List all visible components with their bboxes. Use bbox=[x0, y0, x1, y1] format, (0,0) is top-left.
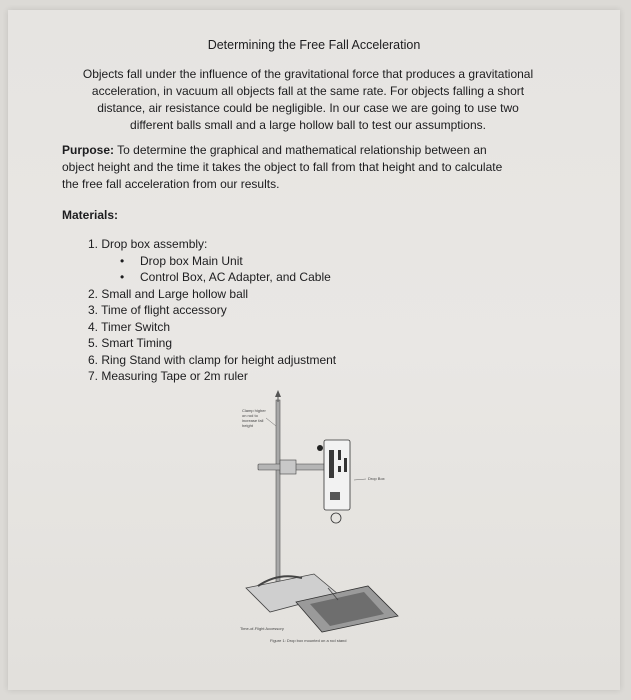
list-subitem-label: Control Box, AC Adapter, and Cable bbox=[140, 270, 331, 284]
stand-rod bbox=[276, 400, 280, 600]
purpose-text: To determine the graphical and mathematical relationship between an bbox=[114, 143, 487, 157]
intro-line: different balls small and a large hollow ball to test our assumptions. bbox=[130, 118, 486, 132]
purpose-label: Purpose: bbox=[62, 143, 115, 157]
list-item: 6. Ring Stand with clamp for height adjustment bbox=[88, 352, 337, 367]
drop-box-switch bbox=[338, 450, 341, 460]
intro-line: acceleration, in vacuum all objects fall at the same rate. For objects falling a short bbox=[91, 84, 525, 98]
purpose-line bbox=[62, 142, 552, 159]
list-subitem bbox=[88, 253, 336, 270]
clamp-note-line: height bbox=[242, 423, 253, 428]
leader-line bbox=[354, 479, 366, 480]
ball bbox=[317, 445, 323, 451]
document-page bbox=[8, 10, 620, 690]
clamp-note-line: increase fall bbox=[242, 418, 264, 423]
drop-box-slot bbox=[329, 450, 334, 478]
clamp-note-line: on rod to bbox=[242, 413, 258, 418]
materials-list bbox=[88, 236, 336, 385]
drop-box-latch bbox=[330, 492, 340, 500]
leader-line bbox=[266, 418, 276, 426]
drop-box-figure bbox=[218, 388, 458, 648]
clamp-note-line: Clamp higher bbox=[242, 408, 266, 413]
materials-heading: Materials: bbox=[62, 208, 119, 222]
clamp-block bbox=[280, 460, 296, 474]
page-title: Determining the Free Fall Acceleration bbox=[207, 38, 421, 52]
tof-label: Time-of-Flight Accessory bbox=[240, 626, 284, 631]
list-item: 7. Measuring Tape or 2m ruler bbox=[88, 369, 248, 383]
list-item: 3. Time of flight accessory bbox=[88, 303, 227, 317]
list-item: 1. Drop box assembly: bbox=[88, 237, 208, 251]
drop-box-label: Drop Box bbox=[368, 476, 385, 481]
bullet-icon: • bbox=[120, 253, 125, 268]
list-item: 2. Small and Large hollow ball bbox=[88, 286, 249, 301]
list-subitem-label: Drop box Main Unit bbox=[140, 253, 243, 268]
list-item: 5. Smart Timing bbox=[88, 336, 173, 350]
purpose-line: object height and the time it takes the object to fall from that height and to calculate bbox=[62, 160, 503, 174]
figure-caption: Figure 1: Drop box mounted on a rod stand bbox=[270, 638, 347, 643]
list-subitem bbox=[88, 269, 336, 286]
bullet-icon: • bbox=[120, 270, 125, 284]
ball bbox=[331, 513, 341, 523]
purpose-line: the free fall acceleration from our results. bbox=[62, 177, 280, 191]
drop-box-switch bbox=[344, 458, 347, 472]
intro-paragraph bbox=[58, 66, 558, 134]
arrow-head-icon bbox=[275, 390, 281, 397]
intro-line: Objects fall under the influence of the gravitational force that produces a gravitational bbox=[82, 67, 534, 81]
list-item: 4. Timer Switch bbox=[88, 319, 171, 334]
intro-line: distance, air resistance could be negligible. In our case we are going to use two bbox=[97, 101, 519, 115]
purpose-paragraph bbox=[62, 142, 552, 193]
drop-box-switch bbox=[338, 466, 341, 472]
clamp-note bbox=[242, 408, 266, 428]
